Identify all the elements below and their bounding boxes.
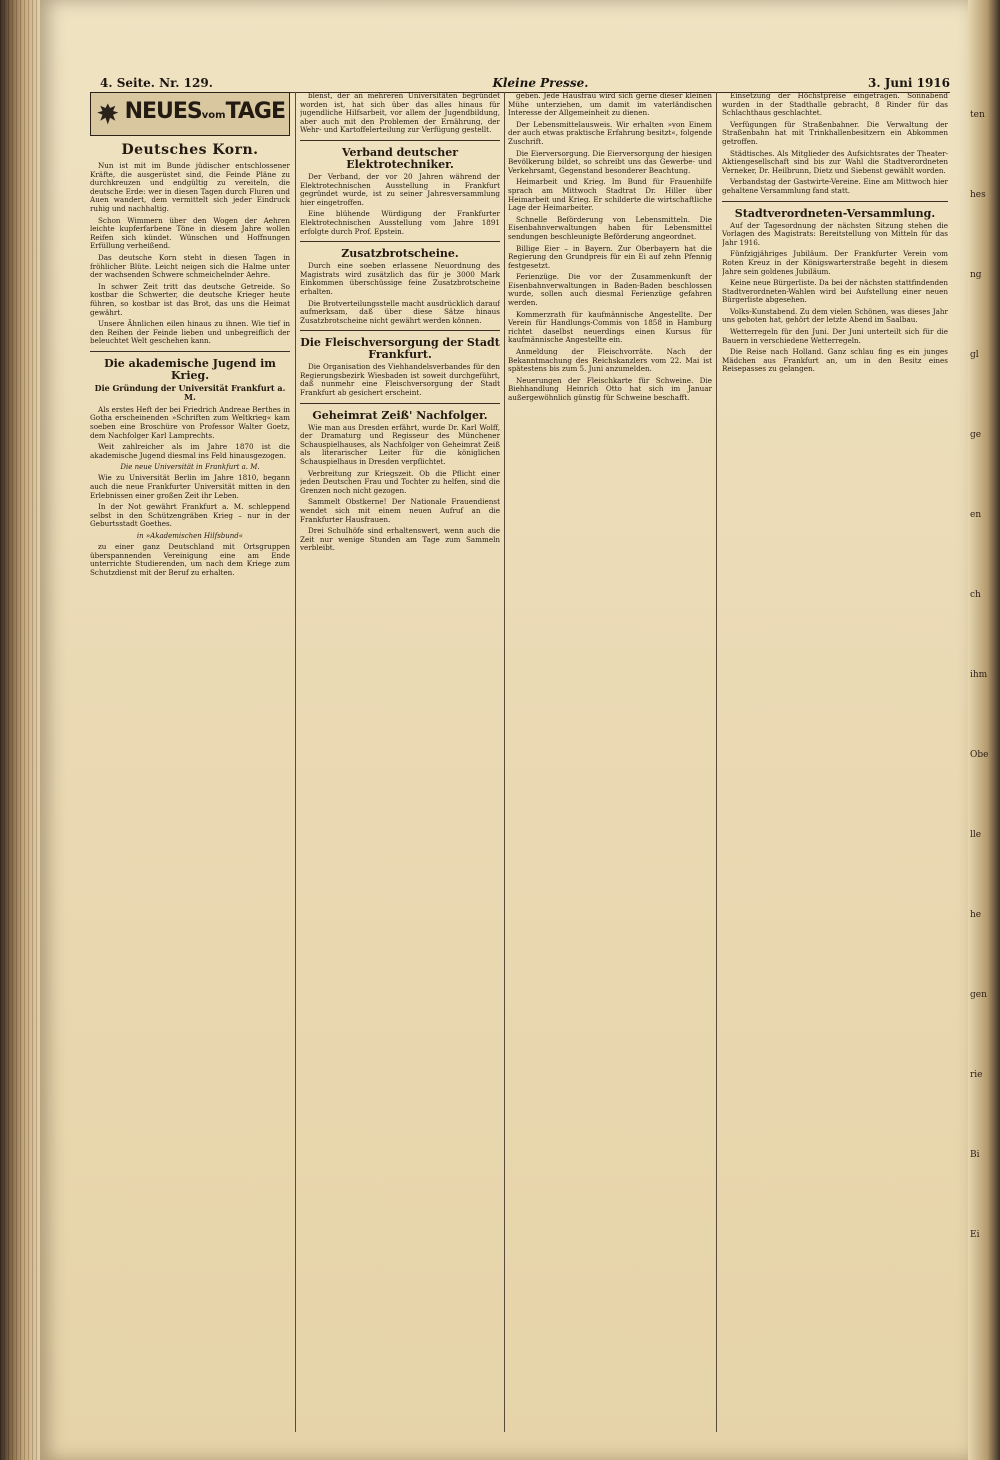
text-fragment: ihm [970,670,988,680]
column-rule [504,92,505,1432]
paragraph: Schnelle Beförderung von Lebensmitteln. Die Eisenbahnverwaltungen haben für Lebensmittel sendungen beschleunigte Beförderung angeordnet. [508,214,712,241]
paragraph: Ferienzüge. Die vor der Zusammenkunft der Eisenbahnverwaltungen in Baden-Baden beschlossen wurde, sollen auch diesmal Ferienzüge gefahren werden. [508,272,712,308]
column-rule [716,92,717,1432]
column-rule [295,92,296,1432]
inline-heading: Die neue Universität in Frankfurt a. M. [120,463,260,472]
text-fragment: lle [970,830,982,840]
paragraph: Sammelt Obstkerne! Der Nationale Frauendienst wendet sich mit einem neuen Aufruf an die Frankfurter Hausfrauen. [300,497,500,524]
page-label: 4. Seite. Nr. 129. [100,76,213,90]
text-fragment: Bi [970,1150,980,1160]
article-heading: Geheimrat Zeiß' Nachfolger. [312,408,488,422]
article-subheading: Die Gründung der Universität Frankfurt a. M. [94,382,286,402]
paragraph: Auf der Tagesordnung der nächsten Sitzung stehen die Vorlagen des Magistrats: Bereitstellung von Mitteln für das Jahr 1916. [722,220,948,247]
paragraph: In schwer Zeit tritt das deutsche Getreide. So kostbar die Schwerter, die deutsche Krieger heute führen, so kostbar ist das Brot, das uns die Heimat gewährt. [90,281,290,317]
adjacent-page-edge [968,0,1000,1460]
column-1 [90,92,290,1442]
paragraph: Durch eine soeben erlassene Neuordnung des Magistrats wird zusätzlich das für je 3000 Mark Einkommen überschüssige feine Zusatzbrotscheine erhalten. [300,261,500,296]
paragraph: Wetterregeln für den Juni. Der Juni unterteilt sich für die Bauern in verschiedene Wetterregeln. [722,327,948,345]
article-heading: Verband deutscher Elektrotechniker. [341,145,459,171]
divider [300,241,500,242]
newspaper-page [40,0,968,1460]
paragraph: geben. Jede Hausfrau wird sich gerne dieser kleinen Mühe unterziehen, um damit im vaterländischen Interesse der Allgemeinheit zu dienen. [508,92,712,118]
article-heading: Die Fleischversorgung der Stadt Frankfurt. [300,336,500,362]
issue-date: 3. Juni 1916 [868,76,950,90]
paragraph: Die Organisation des Viehhandelsverbandes für den Regierungsbezirk Wiesbaden ist soweit durchgeführt, daß nunmehr eine Fleischversorgung der Stadt Frankfurt ab gesichert erscheint. [300,362,500,398]
paragraph: Nun ist mit im Bunde jüdischer entschlossener Kräfte, die ausgerüstet sind, die Feinde Pläne zu durchkreuzen und endgültig zu vereiteln, die deutsche Erde: wer in diesen Tagen durch Fluren und Auen wandert, dem vermittelt sich jeder Eindruck ruhig und nachhaltig. [90,161,290,213]
column-2 [300,92,500,1442]
divider [300,403,500,404]
paragraph: Der Verband, der vor 20 Jahren während der Elektrotechnischen Ausstellung in Frankfurt gegründet wurde, ist zu seiner Jahresversammlung hier eingetroffen. [300,171,500,207]
divider [722,201,948,202]
paragraph: blenst, der an mehreren Universitäten begründet worden ist, hat sich über das alles hinaus für jugendliche Hilfsarbeit, vor allem der Jugendbildung, aber auch mit den Problemen der Ernährung, der Wehr- und Kartoffelerteilung zur Verfügung gestellt. [300,92,500,135]
paragraph: Verbreitung zur Kriegszeit. Ob die Pflicht einer jeden Deutschen Frau und Tochter zu helfen, sind die Grenzen noch nicht gezogen. [300,468,500,495]
text-fragment: hes [970,190,986,200]
article-heading: Stadtverordneten-Versammlung. [734,206,936,220]
paragraph: zu einer ganz Deutschland mit Ortsgruppen überspannenden Vereinigung eine am Ende unterrichte Studierenden, um nach dem Kriege zum Schutzdienst mit der Beruf zu erhalten. [90,542,290,577]
paragraph: Die Eierversorgung. Die Eierversorgung der hiesigen Bevölkerung bildet, so schreibt uns das Gewerbe- und Verkehrsamt, Gegenstand besonderer Beachtung. [508,148,712,175]
paragraph: Verbandstag der Gastwirte-Vereine. Eine am Mittwoch hier gehaltene Versammlung fand statt. [722,177,948,195]
paragraph: In der Not gewährt Frankfurt a. M. schleppend selbst in den Schützengräben Krieg – nur in der Geburtsstadt Goethes. [90,502,290,529]
page-header [100,70,950,93]
paragraph: Anmeldung der Fleischvorräte. Nach der Bekanntmachung des Reichskanzlers vom 22. Mai ist spätestens bis zum 5. Juni anzumelden. [508,347,712,374]
article-heading: Zusatzbrotscheine. [341,247,459,261]
paragraph: Wie zu Universität Berlin im Jahre 1810, begann auch die neue Frankfurter Universität mitten in den Erlebnissen einer großen Zeit ihr Leben. [90,473,290,500]
section-masthead [90,92,290,136]
paragraph: Billige Eier – in Bayern. Zur Oberbayern hat die Regierung den Grundpreis für ein Ei auf zehn Pfennig festgesetzt. [508,243,712,270]
paragraph: Schon Wimmern über den Wogen der Aehren leichte kupferfarbene Töne in diesem Jahre wollen Reifen sich kündet. Wünschen und Hoffnungen Erfüllung verheißend. [90,215,290,251]
paragraph: Volks-Kunstabend. Zu dem vielen Schönen, was dieses Jahr uns geboten hat, gehört der letzte Abend im Saalbau. [722,306,948,325]
paragraph: Weit zahlreicher als im Jahre 1870 ist die akademische Jugend diesmal ins Feld hinausgezogen. [90,442,290,460]
paragraph: Als erstes Heft der bei Friedrich Andreae Berthes in Gotha erscheinenden »Schriften zum Weltkrieg« kam soeben eine Broschüre von Professor Walter Goetz, dem Nachfolger Karl Lamprechts. [90,404,290,440]
masthead-title: NEUESvomTAGE [124,99,285,124]
paragraph: Neuerungen der Fleischkarte für Schweine. Die Biehhandlung Heinrich Otto hat sich im Januar außergewöhnlich günstig für Schweine beschafft. [508,375,712,402]
paragraph: Heimarbeit und Krieg. Im Bund für Frauenhilfe sprach am Mittwoch Stadtrat Dr. Hiller über Heimarbeit und Krieg. Er schilderte die wirtschaftliche Lage der Heimarbeiter. [508,177,712,213]
paper-name: Kleine Presse. [492,76,589,90]
paragraph: Fünfzigjähriges Jubiläum. Der Frankfurter Verein vom Roten Kreuz in der Königswarterstraße begeht in diesem Jahre sein goldenes Jubiläum. [722,249,948,276]
divider [300,140,500,141]
inline-heading: in »Akademischen Hilfsbund« [136,532,244,540]
paragraph: Das deutsche Korn steht in diesen Tagen in fröhlicher Blüte. Leicht neigen sich die Halme unter der wachsenden Schwere schmeichelnder Aehre. [90,252,290,280]
paragraph: Kommerzrath für kaufmännische Angestellte. Der Verein für Handlungs-Commis von 1858 in Hamburg richtet daselbst neuerdings einen Kursus für kaufmännische Angestellte ein. [508,309,712,345]
text-fragment: ch [970,590,981,600]
divider [90,351,290,352]
text-fragment: he [970,910,982,920]
paragraph: Eine blühende Würdigung der Frankfurter Elektrotechnischen Ausstellung vom Jahre 1891 erfolgte durch Prof. Epstein. [300,209,500,236]
paragraph: Städtisches. Als Mitglieder des Aufsichtsrates der Theater-Aktiengesellschaft sind bis zur Wahl die Stadtverordneten Verneker, Dr. Heilbrunn, Dietz und Siebenst gewählt worden. [722,148,948,175]
text-fragment: gen [970,990,987,1000]
paragraph: Der Lebensmittelausweis. Wir erhalten »von Einem der auch etwas praktische Erfahrung besitzt«, folgende Zuschrift. [508,119,712,146]
article-heading: Die akademische Jugend im Krieg. [104,356,276,382]
text-fragment: Ei [970,1230,980,1240]
eagle-icon [95,97,121,131]
paragraph: Keine neue Bürgerliste. Da bei der nächsten stattfindenden Stadtverordneten-Wahlen wird bei Aufstellung einer neuen Bürgerliste abgesehen. [722,278,948,305]
text-fragment: ten [970,110,985,120]
text-fragment: gl [970,350,979,360]
paragraph: Die Brotverteilungsstelle macht ausdrücklich darauf aufmerksam, daß über diese Sätze hinaus Zusatzbrotscheine nicht gewährt werden können. [300,298,500,325]
text-fragment: en [970,510,982,520]
paragraph: Einsetzung der Höchstpreise eingetragen. Sonnabend wurden in der Stadthalle gebracht, 8 Rinder für das Schlachthaus geschlachtet. [722,92,948,118]
text-fragment: ge [970,430,982,440]
paragraph: Drei Schulhöfe sind erhaltenswert, wenn auch die Zeit nur wenige Stunden am Tage zum Sammeln verbleibt. [300,526,500,553]
text-fragment: Obe [970,750,989,760]
paragraph: Wie man aus Dresden erfährt, wurde Dr. Karl Wolff, der Dramaturg und Regisseur des Münchener Schauspielhauses, als Nachfolger von Geheimrat Zeiß als literarischer Leiter für die königlichen Schauspielhaus in Dresden verpflichtet. [300,422,500,467]
column-3 [508,92,712,1442]
column-4 [722,92,948,1442]
text-fragment: rie [970,1070,983,1080]
article-heading: Deutsches Korn. [121,142,259,158]
paragraph: Die Reise nach Holland. Ganz schlau fing es ein junges Mädchen aus Frankfurt an, um in den Besitz eines Reisepasses zu gelangen. [722,347,948,374]
book-binding-left [0,0,40,1460]
divider [300,330,500,331]
text-fragment: ng [970,270,982,280]
paragraph: Unsere Ähnlichen eilen hinaus zu ihnen. Wie tief in den Reihen der Feinde lieben und unbegreiflich der beleuchtet Welt geschehen kann. [90,319,290,346]
paragraph: Verfügungen für Straßenbahner. Die Verwaltung der Straßenbahn hat mit Trinkhallenbesitzern ein Abkommen getroffen. [722,119,948,146]
